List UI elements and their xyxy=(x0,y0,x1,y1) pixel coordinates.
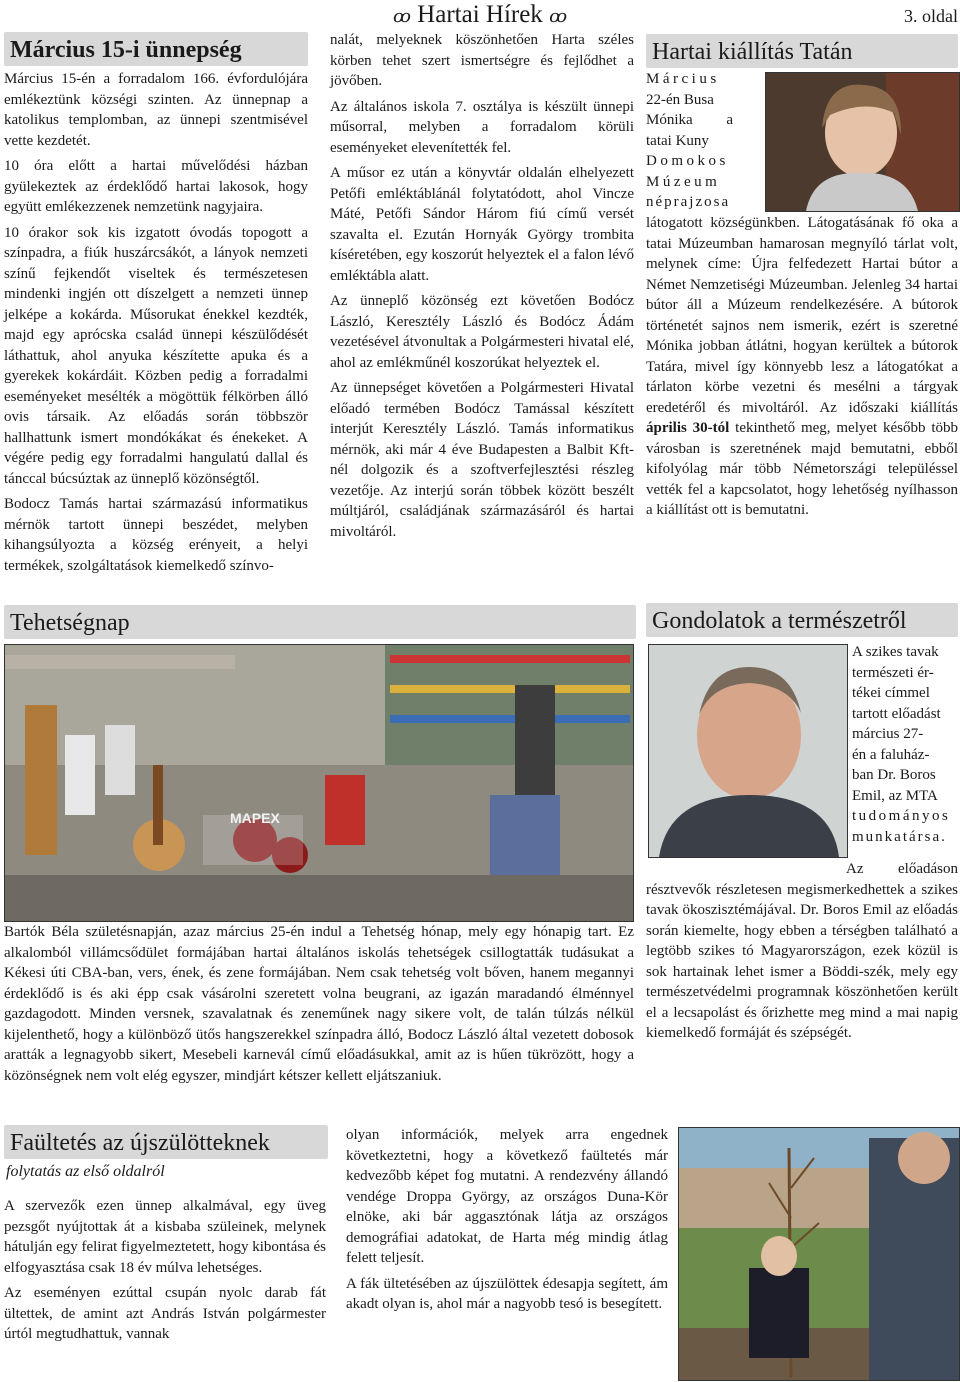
paragraph: nalát, melyeknek köszönhetően Harta széles körben tehet szert ismertségre és fejlődhet a jövőben. xyxy=(330,32,634,89)
gondolatok-side-text xyxy=(852,642,960,847)
article-kiallitas xyxy=(646,34,958,68)
article-marcius-continued xyxy=(330,30,634,547)
paragraph: Az eseményen ezúttal csupán nyolc darab fát ültettek, de amint azt András István polgármester úrtól megtudhattuk, vannak xyxy=(4,1285,326,1342)
tree-planting-illustration xyxy=(679,1128,959,1380)
kiallitas-side-text xyxy=(646,69,764,213)
text-line: Múzeum xyxy=(646,173,721,190)
masthead-title: Hartai Hírek xyxy=(417,1,543,28)
paragraph: Bartók Béla születésnapján, azaz március 25-én indul a Tehetség hónap, mely egy hónapig tart. Ez alkalomból villámcsődület formájában hartai általános iskolás tehetségek csillogtatták tudásukat a Kékesi úti CBA-ban, vers, ének, és zene formájában. Nem csak tehetség volt bőven, hanem megannyi érdeklődő is és aki épp csak vásárolni szeretett volna beugrani, az igazán maradandó élménnyel gazdagodott. Minden versnek, szavalatnak és zeneműnek nagy sikere volt, de talán túlzás nélkül kijelenthető, hogy a különböző ütős hangszerekkel színpadra álló, Bodocz László által vezetett dobosok aratták a legnagyobb sikert, Mesebeli karnevál című előadásukkal, amit az is hűen tükrözött, hogy a közönségnek nem volt elég egyszer, mindjárt kétszer kellett eljátszaniuk. xyxy=(4,924,634,1084)
gondolatok-body xyxy=(646,859,958,1044)
tehetseg-title: Tehetségnap xyxy=(4,605,636,639)
text-line: Emil, az MTA xyxy=(852,787,938,804)
paragraph: Az ünneplő közönség ezt követően Bodócz László, Keresztély László és Bodócz Ádám vezetésével átvonultak a Polgármesteri hivatal elé, ahol az emlékműnél koszorúkat helyeztek el. xyxy=(330,293,634,371)
text-line: március 27- xyxy=(852,726,924,742)
text-line: Március xyxy=(646,71,720,87)
text-line: Domokos xyxy=(646,153,729,169)
paragraph: A szervezők ezen ünnep alkalmával, egy üveg pezsgőt nyújtottak át a kisbaba szüleinek, melynek hátulján egy felirat figyelmeztetett, hogy kibontása és elfogyasztása csak 18 év múlva lehetséges. xyxy=(4,1198,326,1276)
article-body xyxy=(4,69,308,576)
paragraph: Március 15-én a forradalom 166. évfordulójára emlékeztünk községi szinten. Az ünnepnap a katolikus templomban, az ünnepi szentmisével vette kezdetét. xyxy=(4,71,308,149)
exhibition-date: április 30-tól xyxy=(646,420,730,436)
gondolatok-title: Gondolatok a természetről xyxy=(646,603,958,637)
text-line: A szikes tavak xyxy=(852,644,939,660)
paragraph: A fák ültetésében az újszülöttek édesapja segített, ám akadt olyan is, ahol már a nagyobb tesó is besegített. xyxy=(346,1275,668,1312)
paragraph: A műsor ez után a könyvtár oldalán elhelyezett Petőfi emléktáblánál folytatódott, ahol Vincze Máté, Petőfi Sándor Három fiú című versét szavalta el. Ezután Hornyák György trombita kíséretében, egy koszorút helyeztek el a falon lévő emléktábla alatt. xyxy=(330,165,634,284)
ornament-left: ꝏ xyxy=(392,6,411,26)
portrait-photo-boros xyxy=(648,644,848,858)
paragraph: Az előadáson résztvevők részletesen megismerkedhettek a szikes tavak ökoszisztémájával. Dr. Boros Emil az előadás során kiemelte, hogy ebben a térségben található a legtöbb szikes tó Magyarországon, ezek közül is sok hartainak lehet ismer a Böddi-szék, mely egy természetvédelmi programnak köszönhetően került el a lecsapolást és őrizhette meg mind a mai napig kiemelkedő formáját és szépségét. xyxy=(646,861,958,1041)
portrait-illustration xyxy=(649,645,847,857)
paragraph: tekinthető meg, melyet később több városban is szeretnének majd bemutatni, ebből kifolyólag már több Németországi településsel vették fel a kapcsolatot, hogy lehetőség nyílhasson a kiállítást ott is bemutatni. xyxy=(646,420,958,518)
paragraph: Az általános iskola 7. osztálya is készült ünnepi műsorral, melyben a forradalom körüli eseményeket elevenítették fel. xyxy=(330,98,634,156)
page-number: 3. oldal xyxy=(904,6,958,26)
band-photo-illustration xyxy=(5,645,633,921)
tree-planting-photo xyxy=(678,1127,960,1381)
tehetseg-photo xyxy=(4,644,634,922)
text-line: Mónika a xyxy=(646,112,734,128)
article-title: Március 15-i ünnepség xyxy=(4,32,308,66)
paragraph: látogatott községünkben. Látogatásának fő oka a tatai Múzeumban hamarosan megnyíló tárlat volt, melynek címe: Újra felfedezett Hartai bútor a Német Nemzetiségi Múzeumban. Jelenleg 34 hartai bútor áll a Múzeum rendelkezésére. A bútorok történetét sajnos nem ismerik, ezért is szeretné Mónika jobban átlátni, hogyan kerültek a bútorok Tatára, mivel így könnyebb lesz a látogatókat a tárlaton körbe vezetni és mesélni a tárgyak eredetéről és mivoltáról. Az időszaki kiállítás xyxy=(646,215,958,416)
text-line: néprajzosa xyxy=(646,194,731,210)
paragraph: Az ünnepséget követően a Polgármesteri Hivatal előadó termében Bodócz Tamással készített interjút Keresztély László. Tamás informatikus mérnök, aki már 4 éve Budapesten a Balbit Kft-nél dolgozik és a szoftverfejlesztési részleg vezetője. Az interjú során többek között beszélt múltjáról, családjának származásáról és hartai mivoltáról. xyxy=(330,380,634,540)
text-line: 22-én Busa xyxy=(646,91,714,108)
text-line: tartott előadást xyxy=(852,705,941,722)
kiallitas-body xyxy=(646,213,958,521)
text-line: tatai Kuny xyxy=(646,132,709,149)
faultetes-title: Faültetés az újszülötteknek xyxy=(4,1125,328,1159)
portrait-photo-monika xyxy=(765,72,960,212)
faultetes-col-b xyxy=(346,1125,668,1320)
paragraph: 10 órakor sok kis izgatott óvodás topogott a színpadra, a fiúk huszárcsákót, a lányok nemzeti színű fejkendőt viseltek és természetesen mindenki ingjén ott díszelgett a nemzeti ünnep jelképe a kokárda. Műsorukat énekkel kezdték, majd egy aprócska család ünnepi készülődését láthattuk, ahol anyuka készítette apuka és a gyerekek kokárdáit. Közben pedig a forradalmi eseményeket mesélték a mögöttük félkörben álló ovis társaik. Az előadás során többször hallhattunk ismert mondókákat és énekeket. A végére pedig egy forradalmi hangulatú dallal és tánccal búcsúztak az ünneplő közönségtől. xyxy=(4,224,308,487)
article-marcius xyxy=(4,32,308,581)
text-line: természeti ér- xyxy=(852,664,934,681)
tehetseg-body xyxy=(4,922,634,1086)
text-line: ban Dr. Boros xyxy=(852,767,936,783)
masthead xyxy=(330,0,630,28)
text-line: tudományos xyxy=(852,808,951,824)
portrait-illustration xyxy=(766,73,959,211)
paragraph: 10 óra előtt a hartai művelődési házban gyülekeztek az érdeklődő hartai lakosok, hogy együtt emlékezzenek nemzetünk nagyjaira. xyxy=(4,158,308,215)
drum-logo: MAPEX xyxy=(230,810,280,826)
paragraph: Bodocz Tamás hartai származású informatikus mérnök tartott ünnepi beszédet, melyben kihangsúlyozta a község erényeit, a helyi termékek, szolgáltatások kiemelkedő színvo- xyxy=(4,496,308,574)
text-line: munkatársa. xyxy=(852,828,947,845)
text-line: tékei címmel xyxy=(852,685,930,701)
faultetes-col-a xyxy=(4,1196,326,1350)
article-title: Hartai kiállítás Tatán xyxy=(646,34,958,68)
paragraph: olyan információk, melyek arra engednek következtetni, hogy a következő faültetés már kedvezőbb képet fog mutatni. A rendezvény állandó vendége Droppa György, az országos Duna-Kör elnöke, aki bár aggasztónak látja az országos demográfiai adatokat, de Harta még mindig átlag felett teljesít. xyxy=(346,1127,668,1266)
ornament-right: ꝏ xyxy=(549,6,568,26)
text-line: én a faluház- xyxy=(852,746,930,763)
faultetes-subtitle: folytatás az első oldalról xyxy=(6,1163,165,1180)
